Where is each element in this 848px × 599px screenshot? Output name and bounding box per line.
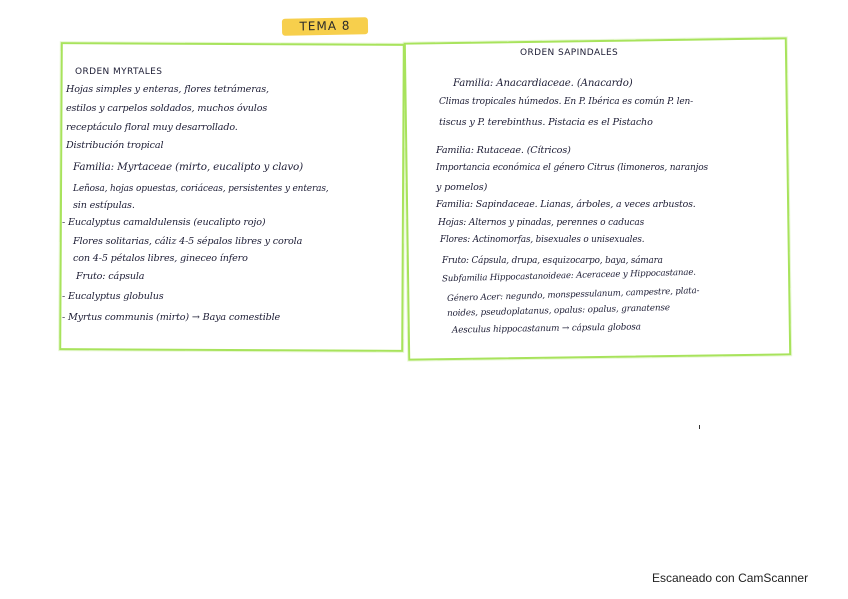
note-line: - Eucalyptus camaldulensis (eucalipto rojo)	[62, 217, 266, 228]
note-line: Fruto: cápsula	[76, 271, 145, 282]
note-line: - Myrtus communis (mirto) → Baya comestible	[62, 312, 281, 323]
note-line: y pomelos)	[436, 182, 488, 193]
note-line: estilos y carpelos soldados, muchos óvulos	[66, 103, 268, 114]
note-line: con 4-5 pétalos libres, gineceo ínfero	[73, 253, 248, 264]
note-line: Hojas: Alternos y pinadas, perennes o caducas	[438, 218, 645, 228]
note-line: Familia: Anacardiaceae. (Anacardo)	[453, 78, 633, 89]
card-heading: ORDEN MYRTALES	[75, 67, 163, 77]
scan-speck	[699, 425, 700, 429]
scanner-watermark: Escaneado con CamScanner	[652, 571, 809, 585]
note-line: Importancia económica el género Citrus (limoneros, naranjos	[436, 163, 709, 173]
note-line: tiscus y P. terebinthus. Pistacia es el Pistacho	[439, 117, 653, 128]
note-line: Flores solitarias, cáliz 4-5 sépalos libres y corola	[73, 236, 303, 247]
note-line: Familia: Myrtaceae (mirto, eucalipto y clavo)	[73, 161, 304, 173]
note-line: Leñosa, hojas opuestas, coriáceas, persistentes y enteras,	[73, 184, 329, 194]
note-line: Subfamilia Hippocastanoideae: Aceraceae y Hippocastanae.	[441, 267, 696, 285]
note-line: - Eucalyptus globulus	[62, 291, 164, 302]
note-line: noides, pseudoplatanus, opalus: opalus, granatense	[446, 303, 670, 319]
note-line: Aesculus hippocastanum → cápsula globosa	[451, 322, 641, 336]
note-line: Distribución tropical	[66, 140, 164, 151]
page-title: TEMA 8	[282, 17, 368, 35]
note-line: Flores: Actinomorfas, bisexuales o unisexuales.	[440, 235, 645, 245]
note-line: Climas tropicales húmedos. En P. Ibérica es común P. len-	[439, 97, 694, 107]
note-line: sin estípulas.	[73, 200, 135, 211]
note-line: receptáculo floral muy desarrollado.	[66, 122, 238, 133]
card-heading: ORDEN SAPINDALES	[520, 48, 619, 58]
note-line: Familia: Sapindaceae. Lianas, árboles, a veces arbustos.	[436, 199, 696, 210]
note-line: Hojas simples y enteras, flores tetrámeras,	[66, 84, 269, 95]
note-line: Género Acer: negundo, monspessulanum, campestre, plata-	[446, 286, 700, 304]
note-line: Fruto: Cápsula, drupa, esquizocarpo, baya, sámara	[442, 256, 663, 266]
note-line: Familia: Rutaceae. (Cítricos)	[436, 145, 571, 156]
